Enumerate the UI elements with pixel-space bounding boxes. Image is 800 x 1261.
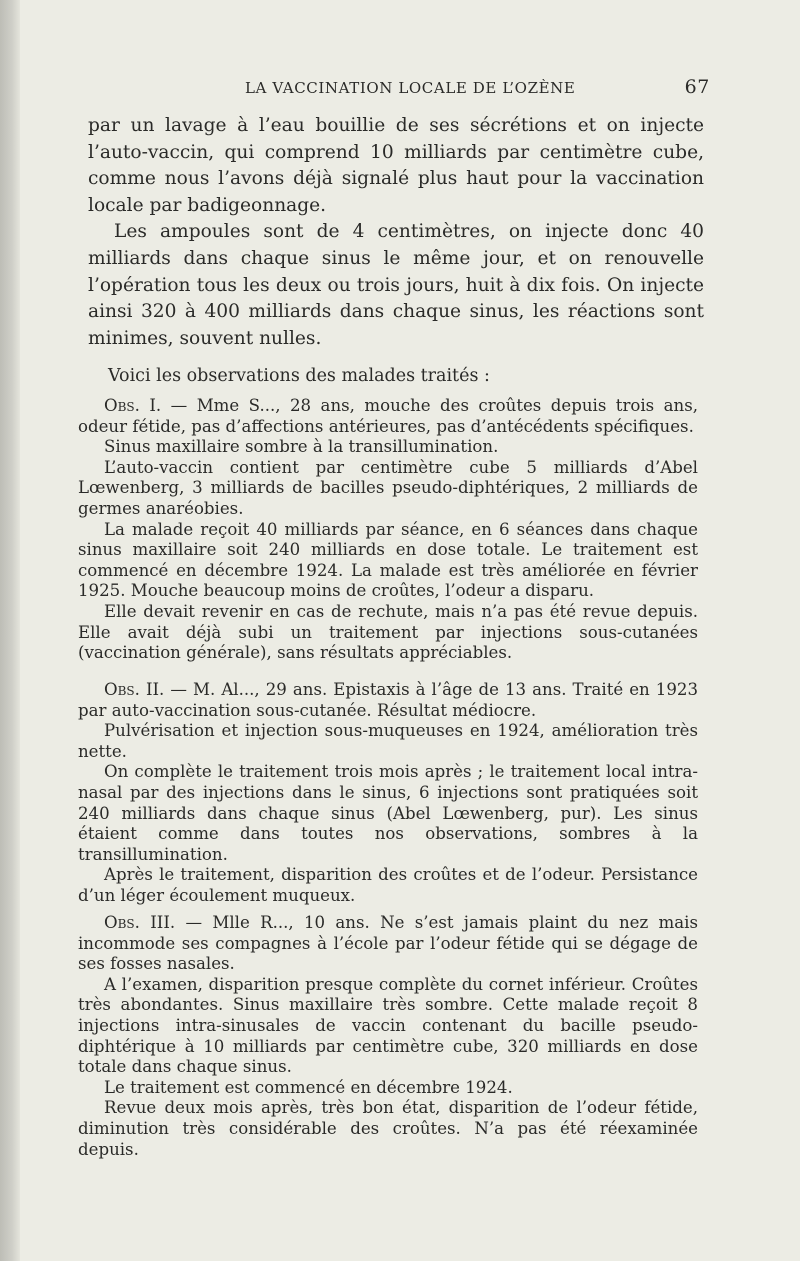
observation-text: Mme S..., 28 ans, mouche des croûtes depuis trois ans, odeur fétide, pas d’affections antérieures, pas d’antécédents spécifiques. bbox=[78, 396, 699, 436]
running-title: LA VACCINATION LOCALE DE L’OZÈNE bbox=[245, 79, 576, 97]
observation-heading: Obs. III. — bbox=[104, 913, 203, 932]
observations-intro: Voici les observations des malades traités : bbox=[108, 366, 490, 386]
paragraph: par un lavage à l’eau bouillie de ses sécrétions et on injecte l’auto-vaccin, qui comprend 10 milliards par centimètre cube, comme nous l’avons déjà signalé plus haut pour la vaccination locale par badigeonnage. bbox=[88, 115, 704, 216]
observation-paragraph bbox=[78, 396, 698, 437]
observation-paragraph: On complète le traitement trois mois après ; le traitement local intra-nasal par des injections dans le sinus, 6 injections sont pratiquées soit 240 milliards dans chaque sinus (Abel Lœwenberg, pur). Les sinus étaient comme dans toutes nos observations, sombres à la transillumination. bbox=[78, 762, 698, 864]
observation-paragraph bbox=[78, 913, 698, 975]
main-text bbox=[88, 113, 704, 352]
observation-text: M. Al..., 29 ans. Epistaxis à l’âge de 13 ans. Traité en 1923 par auto-vaccination sous-cutanée. Résultat médiocre. bbox=[78, 680, 699, 720]
observation-1 bbox=[78, 396, 698, 664]
observation-paragraph bbox=[78, 680, 698, 721]
observation-paragraph: L’auto-vaccin contient par centimètre cube 5 milliards d’Abel Lœwenberg, 3 milliards de bacilles pseudo-diphtériques, 2 milliards de germes anaréobies. bbox=[78, 457, 698, 518]
observation-heading: Obs. II. — bbox=[104, 680, 187, 699]
observation-paragraph: Elle devait revenir en cas de rechute, mais n’a pas été revue depuis. Elle avait déjà subi un traitement par injections sous-cutanées (vaccination générale), sans résultats appréciables. bbox=[78, 601, 698, 663]
observation-paragraph: Après le traitement, disparition des croûtes et de l’odeur. Persistance d’un léger écoulement muqueux. bbox=[78, 865, 698, 905]
paragraph: Les ampoules sont de 4 centimètres, on injecte donc 40 milliards dans chaque sinus le même jour, et on renouvelle l’opération tous les deux ou trois jours, huit à dix fois. On injecte ainsi 320 à 400 milliards dans chaque sinus, les réactions sont minimes, souvent nulles. bbox=[88, 221, 704, 349]
page-number: 67 bbox=[684, 76, 710, 98]
book-binding-shadow bbox=[0, 0, 20, 1261]
observation-3 bbox=[78, 913, 698, 1160]
observation-paragraph: Sinus maxillaire sombre à la transillumination. bbox=[104, 437, 499, 457]
page-header bbox=[110, 76, 710, 100]
observation-2 bbox=[78, 680, 698, 907]
observation-text: Mlle R..., 10 ans. Ne s’est jamais plaint du nez mais incommode ses compagnes à l’école par l’odeur fétide qui se dégage de ses fosses nasales. bbox=[78, 913, 698, 974]
observation-paragraph: Pulvérisation et injection sous-muqueuses en 1924, amélioration très nette. bbox=[78, 721, 698, 761]
observation-paragraph: Le traitement est commencé en décembre 1924. bbox=[104, 1077, 513, 1097]
observation-paragraph: Revue deux mois après, très bon état, disparition de l’odeur fétide, diminution très considérable des croûtes. N’a pas été réexaminée depuis. bbox=[78, 1098, 698, 1159]
observation-paragraph: La malade reçoit 40 milliards par séance, en 6 séances dans chaque sinus maxillaire soit 240 milliards en dose totale. Le traitement est commencé en décembre 1924. La malade est très améliorée en février 1925. Mouche beaucoup moins de croûtes, l’odeur a disparu. bbox=[78, 519, 698, 601]
observation-paragraph: A l’examen, disparition presque complète du cornet inférieur. Croûtes très abondantes. Sinus maxillaire très sombre. Cette malade reçoit 8 injections intra-sinusales de vaccin contenant du bacille pseudo-diphtérique à 10 milliards par centimètre cube, 320 milliards en dose totale dans chaque sinus. bbox=[78, 974, 698, 1077]
observation-heading: Obs. I. — bbox=[104, 396, 188, 415]
